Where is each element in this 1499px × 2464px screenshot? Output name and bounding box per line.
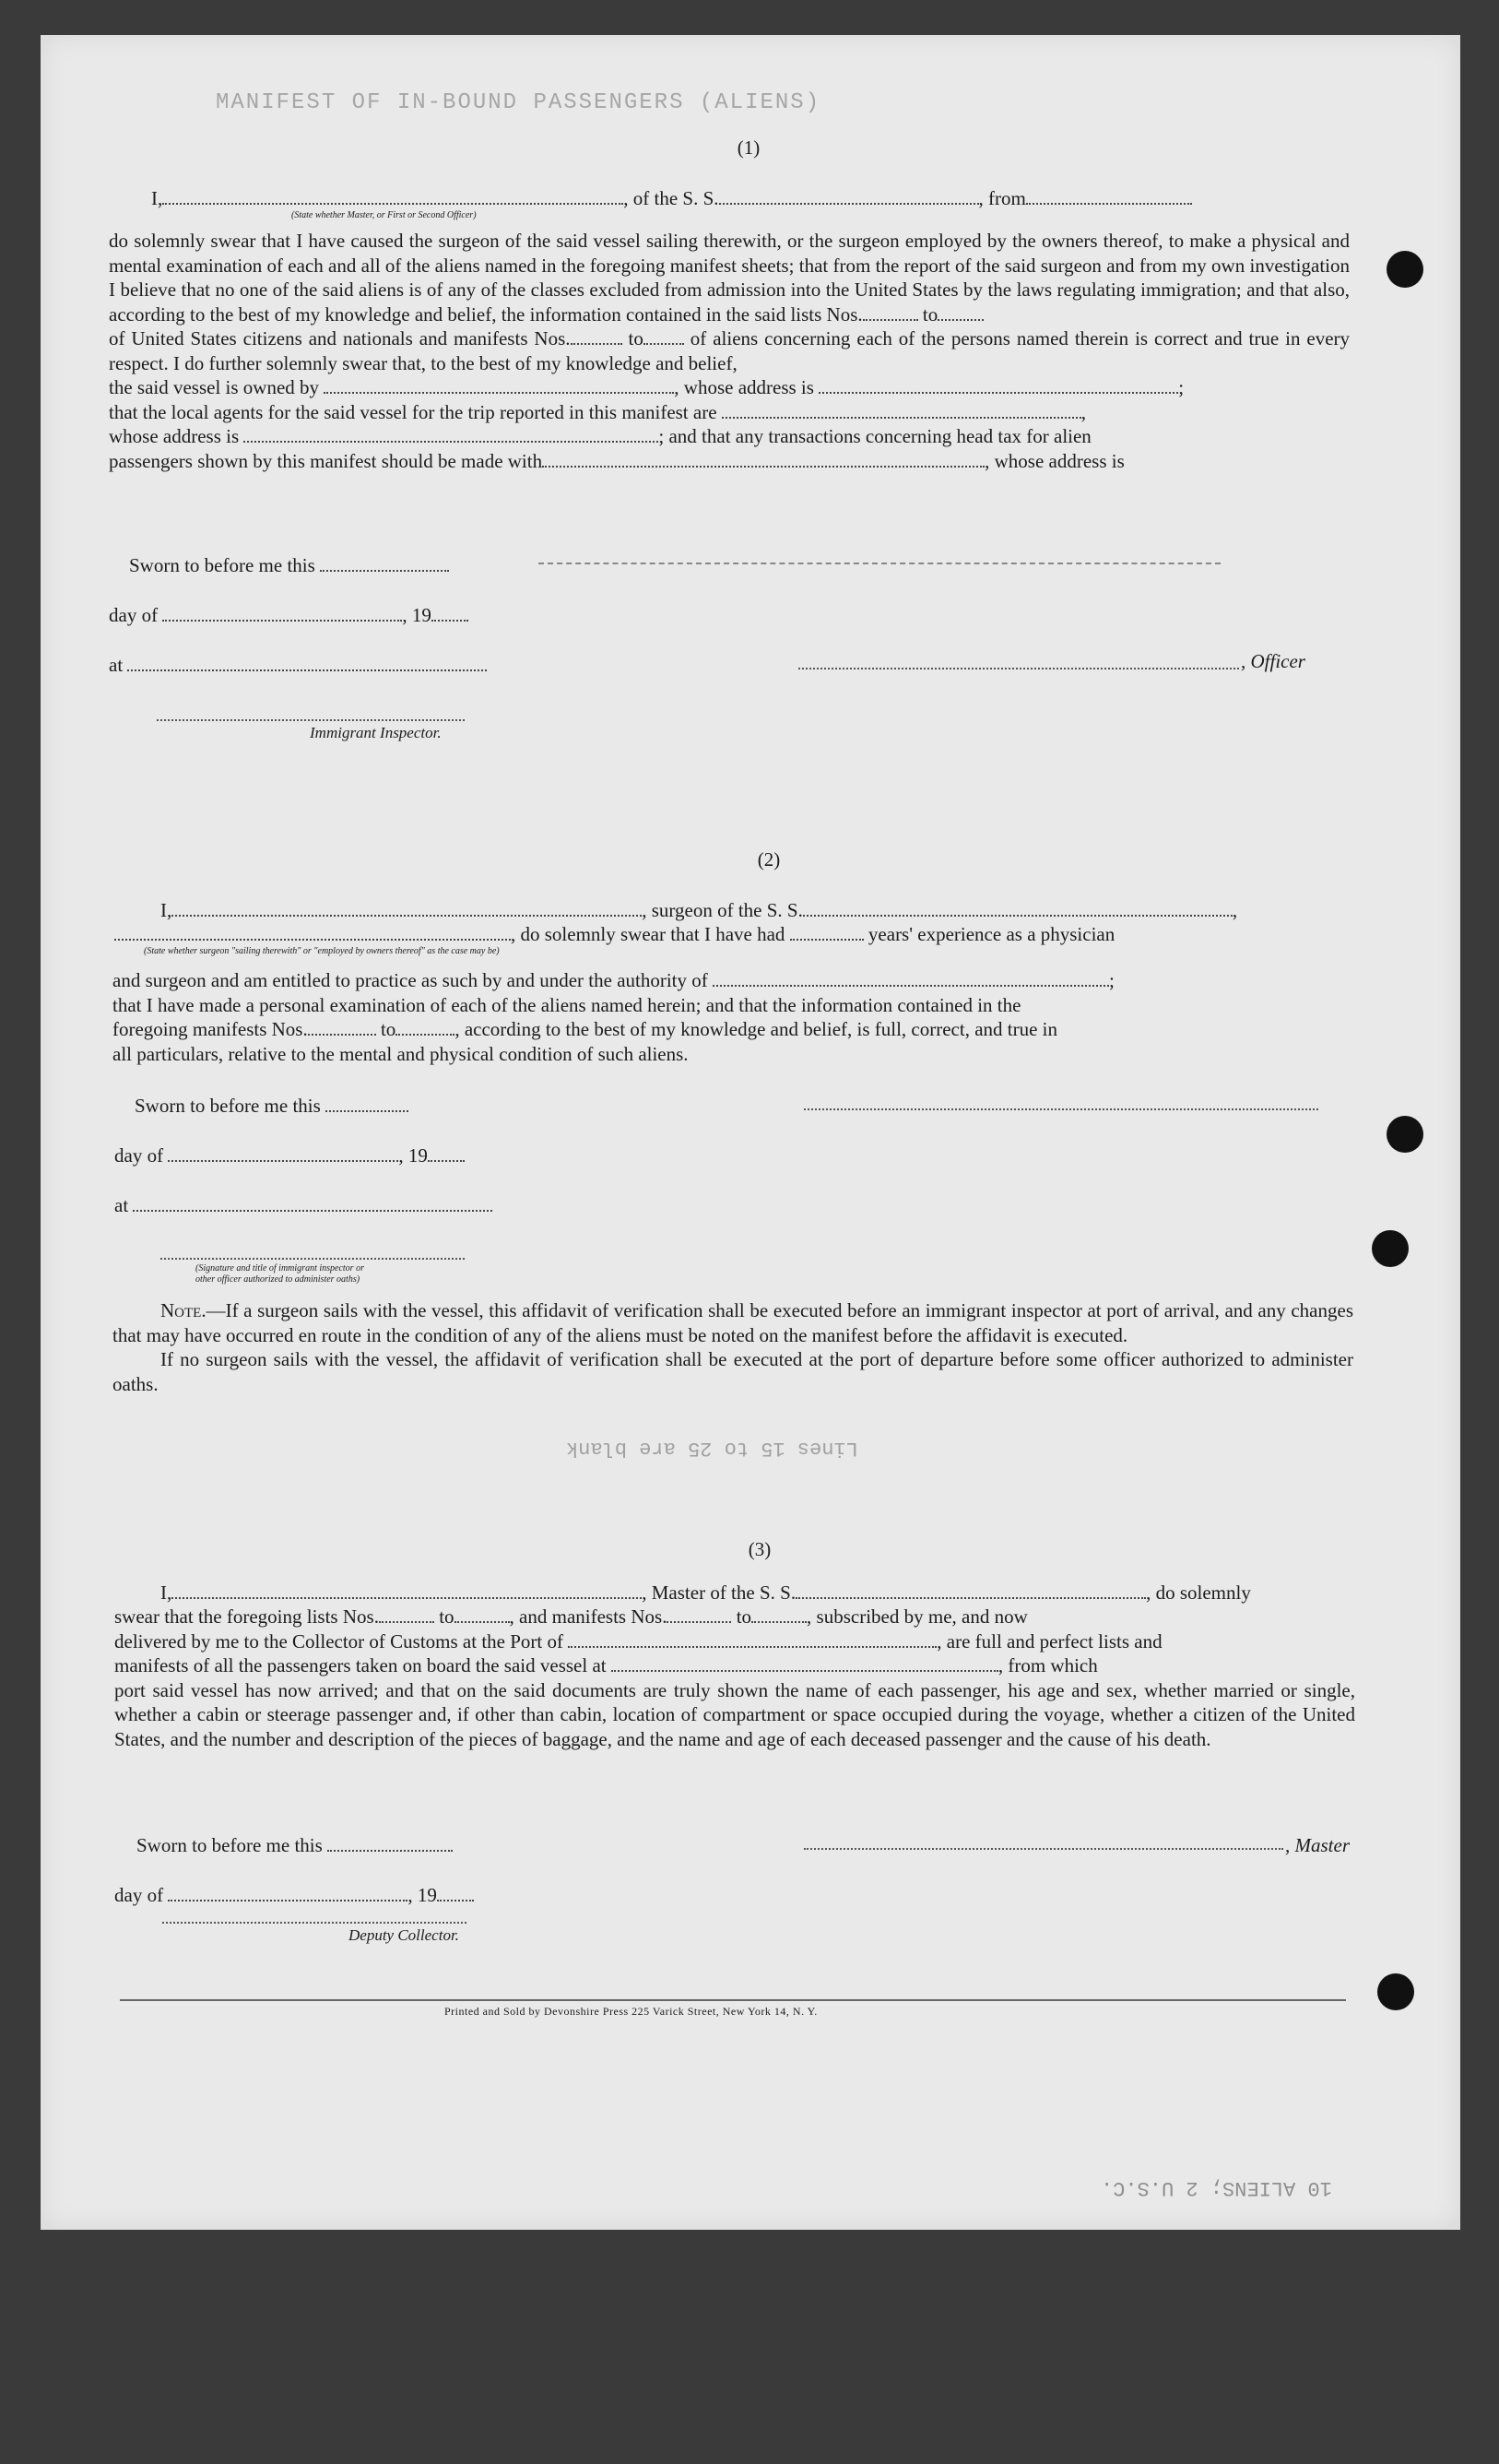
sec2-day-of: day of , 19 [114, 1143, 465, 1167]
caption-officer: (State whether Master, or First or Second Officer) [291, 210, 477, 220]
officer-label: , Officer [1241, 650, 1305, 672]
ghost-footer: Lines 15 to 25 are blank [566, 1437, 858, 1460]
sec1-paragraph: do solemnly swear that I have caused the surgeon of the said vessel sailing therewith, or the surgeon employed by the owners thereof, to make a physical and mental examination of each and all of the aliens named in the foregoing manifest sheets; that from the report of the said surgeon and from my own investigation I believe that no one of the said aliens is of any of the classes excluded from admission into the United States by the laws regulating immigration; and that also, according to the best of my knowledge and belief, the information contained in the said lists Nos. to of United States citizens and nationals and manifests Nos. to of aliens concerning each of the persons named therein is correct and true in every respect. I do further solemnly swear that, to the best of my knowledge and belief, the said vessel is owned by , whose address is ; that the local agents for the said vessel for the trip reported in this manifest are , whose address is ; and that any transactions concerning head tax for alien passengers shown by this manifest should be made with , whose address is [109, 230, 1351, 472]
deputy-label: Deputy Collector. [348, 1926, 459, 1944]
inspector-label: Immigrant Inspector. [310, 724, 442, 741]
caption-signature-1: (Signature and title of immigrant inspector or [195, 1263, 364, 1273]
officer-signature-line [798, 668, 1239, 669]
ghost-header: MANIFEST OF IN-BOUND PASSENGERS (ALIENS) [216, 90, 821, 115]
sec2-paragraph: and surgeon and am entitled to practice as such by and under the authority of ; that I have made a personal examination of each of the aliens named herein; and that the information contained in the foregoing manifests Nos. to , according to the best of my knowledge and belief, is full, correct, and true in all particulars, relative to the mental and physical condition of such aliens. [112, 969, 1115, 1065]
sec1-at: at [109, 653, 487, 677]
binder-hole [1372, 1230, 1409, 1267]
sec2-inspector-line [160, 1258, 465, 1260]
footer-rule [120, 1999, 1346, 2001]
sec3-paragraph: swear that the foregoing lists Nos. to , and manifests Nos. to , subscribed by me, and now delivered by me to the Collector of Customs at the Port of , are full and perfect lists and manifests of all the passengers taken on board the said vessel at , from which port said vessel has now arrived; and that on the said documents are truly shown the name of each passenger, his age and sex, whether married or single, whether a cabin or steerage passenger and, if other than cabin, location of compartment or space occupied during the voyage, whether a citizen of the United States, and the number and description of the pieces of baggage, and the name and age of each deceased passenger and the cause of his death. [114, 1605, 1355, 1750]
sec2-at: at [114, 1193, 492, 1217]
master-signature-line [804, 1848, 1283, 1850]
sec1-day-of: day of , 19 [109, 603, 468, 627]
ghost-bottom: 10 ALIENS; 2 U.S.C. [1101, 2176, 1332, 2199]
sec2-signature-line [804, 1108, 1318, 1110]
sec1-line1: I, , of the S. S. , from [151, 186, 1192, 210]
master-label: , Master [1285, 1834, 1350, 1856]
sec3-sworn: Sworn to before me this [136, 1833, 453, 1857]
sworn-line-dash [538, 563, 1221, 564]
sec1-sworn: Sworn to before me this [129, 553, 449, 577]
section-2-number: (2) [757, 848, 781, 871]
sec2-sworn: Sworn to before me this [135, 1094, 408, 1118]
sec2-line2: , do solemnly swear that I have had years' experience as a physician [114, 922, 1115, 946]
binder-hole [1387, 251, 1423, 288]
sec3-day-of: day of , 19 [114, 1883, 474, 1907]
section-1-number: (1) [737, 136, 761, 159]
caption-signature-2: other officer authorized to administer oaths) [195, 1274, 360, 1285]
caption-surgeon: (State whether surgeon "sailing therewith" or "employed by owners thereof" as the case may be) [144, 946, 500, 956]
note-paragraph: Note.—If a surgeon sails with the vessel, this affidavit of verification shall be executed before an immigrant inspector at port of arrival, and any changes that may have occurred en route in the condition of any of the aliens must be noted on the manifest before the affidavit is executed. If no surgeon sails with the vessel, the affidavit of verification shall be executed at the port of departure before some officer authorized to administer oaths. [112, 1299, 1353, 1395]
manifest-page [41, 35, 1460, 2230]
binder-hole [1387, 1116, 1423, 1153]
printer-imprint: Printed and Sold by Devonshire Press 225 Varick Street, New York 14, N. Y. [444, 2005, 818, 2018]
binder-hole [1377, 1973, 1414, 2010]
sec3-line1: I, , Master of the S. S. , do solemnly [160, 1581, 1251, 1604]
section-3-number: (3) [748, 1538, 772, 1560]
sec2-line1: I, , surgeon of the S. S. , [160, 899, 1238, 921]
